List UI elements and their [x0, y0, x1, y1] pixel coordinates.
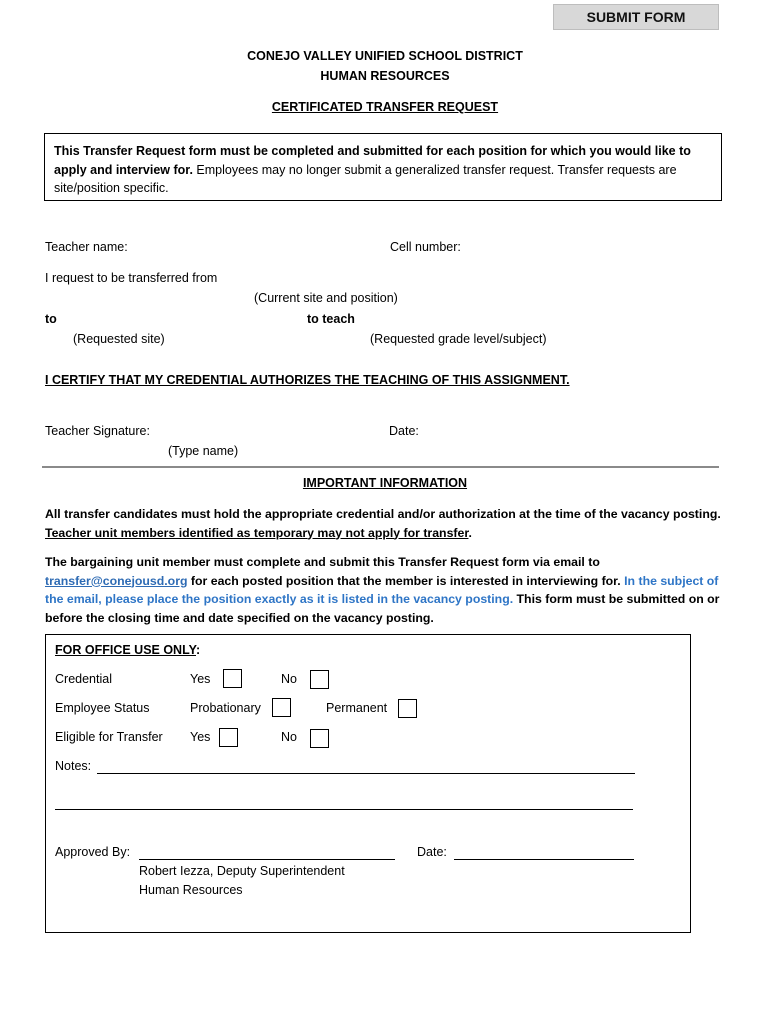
- office-date-label: Date:: [417, 845, 447, 859]
- submission-mid: for each posted position that the member is interested in interviewing for.: [187, 573, 625, 588]
- approved-by-line[interactable]: [139, 859, 395, 860]
- to-label: to: [45, 312, 57, 326]
- submission-instructions: [45, 553, 725, 627]
- notice-text: [54, 142, 714, 198]
- permanent-checkbox[interactable]: [398, 699, 417, 718]
- credential-yes-label: Yes: [190, 672, 211, 686]
- office-date-line[interactable]: [454, 859, 634, 860]
- credential-no-label: No: [281, 672, 297, 686]
- eligible-transfer-label: Eligible for Transfer: [55, 730, 163, 744]
- notes-line-1[interactable]: [97, 773, 635, 774]
- credential-requirement: [45, 505, 725, 542]
- important-heading: IMPORTANT INFORMATION: [302, 476, 468, 490]
- date-label: Date:: [389, 424, 419, 438]
- notes-line-2[interactable]: [55, 809, 633, 810]
- employee-status-label: Employee Status: [55, 701, 150, 715]
- transfer-from-label: I request to be transferred from: [45, 271, 218, 285]
- district-name: CONEJO VALLEY UNIFIED SCHOOL DISTRICT: [247, 49, 523, 63]
- eligible-no-label: No: [281, 730, 297, 744]
- submission-end: This form must be submitted on or before the closing time and date specified on the vacancy posting.: [45, 592, 720, 625]
- credential-yes-checkbox[interactable]: [223, 669, 242, 688]
- cell-number-label: Cell number:: [390, 240, 461, 254]
- office-use-colon: :: [196, 643, 201, 657]
- notice-bold-text: This Transfer Request form must be completed and submitted for each position for which you would like to apply and interview for.: [54, 144, 691, 177]
- credential-label: Credential: [55, 672, 112, 686]
- notes-label: Notes:: [55, 759, 92, 773]
- type-name-hint: (Type name): [168, 444, 239, 458]
- probationary-checkbox[interactable]: [272, 698, 291, 717]
- submit-form-button[interactable]: SUBMIT FORM: [553, 4, 719, 30]
- teacher-name-label: Teacher name:: [45, 240, 128, 254]
- eligible-yes-label: Yes: [190, 730, 211, 744]
- certify-statement: I CERTIFY THAT MY CREDENTIAL AUTHORIZES THE TEACHING OF THIS ASSIGNMENT.: [45, 373, 570, 387]
- probationary-label: Probationary: [190, 701, 261, 715]
- office-use-heading-text: FOR OFFICE USE ONLY: [55, 643, 196, 657]
- form-title: CERTIFICATED TRANSFER REQUEST: [271, 100, 499, 114]
- approver-department: Human Resources: [139, 883, 243, 897]
- office-use-heading: [55, 643, 200, 657]
- permanent-label: Permanent: [326, 701, 388, 715]
- eligible-yes-checkbox[interactable]: [219, 728, 238, 747]
- teacher-signature-label: Teacher Signature:: [45, 424, 150, 438]
- credential-no-checkbox[interactable]: [310, 670, 329, 689]
- period: .: [468, 525, 472, 540]
- transfer-email-link[interactable]: transfer@conejousd.org: [45, 573, 188, 588]
- requested-site-hint: (Requested site): [73, 332, 165, 346]
- subject-instruction: In the subject of the email, please place the position exactly as it is listed in the vacancy posting.: [45, 573, 719, 606]
- eligible-no-checkbox[interactable]: [310, 729, 329, 748]
- notice-normal-text: Employees may no longer submit a generalized transfer request. Transfer requests are site/position specific.: [54, 162, 677, 195]
- submission-start: The bargaining unit member must complete and submit this Transfer Request form via email to: [45, 555, 600, 569]
- approver-name: Robert Iezza, Deputy Superintendent: [139, 864, 345, 878]
- current-site-hint: (Current site and position): [254, 291, 398, 305]
- section-divider: [42, 466, 719, 468]
- requested-grade-hint: (Requested grade level/subject): [370, 332, 547, 346]
- department-name: HUMAN RESOURCES: [320, 69, 450, 83]
- temporary-restriction: Teacher unit members identified as temporary may not apply for transfer: [45, 525, 469, 540]
- to-teach-label: to teach: [307, 312, 355, 326]
- approved-by-label: Approved By:: [55, 845, 131, 859]
- credential-requirement-line1: All transfer candidates must hold the appropriate credential and/or authorization at the time of the vacancy posting.: [45, 507, 721, 521]
